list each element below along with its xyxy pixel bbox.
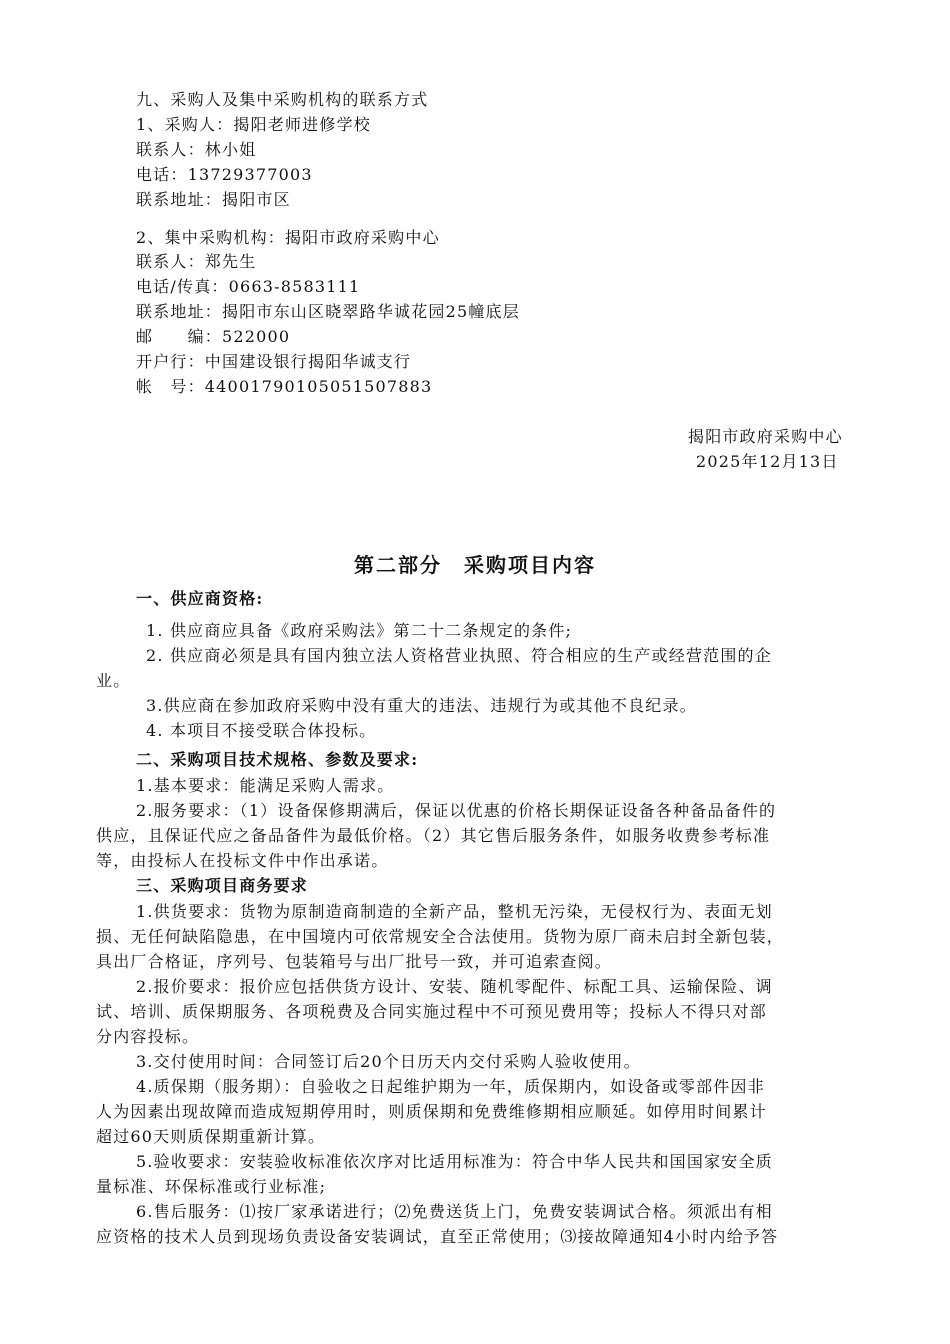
s3-item1-line1: 1.供货要求：货物为原制造商制造的全新产品，整机无污染，无侵权行为、表面无划 [136, 902, 773, 921]
part2-title: 第二部分 采购项目内容 [354, 553, 596, 577]
s2-item2-line3: 等，由投标人在投标文件中作出承诺。 [96, 851, 389, 870]
s3-item4-line2: 人为因素出现故障而造成短期停用时，则质保期和免费维修期相应顺延。如停用时间累计 [96, 1102, 767, 1121]
s1-item2-line2: 业。 [96, 671, 131, 690]
s1-item4: 4. 本项目不接受联合体投标。 [146, 721, 377, 740]
s3-item4-line1: 4.质保期（服务期）：自验收之日起维护期为一年，质保期内，如设备或零部件因非 [136, 1077, 765, 1096]
agency-contact-person: 联系人：郑先生 [136, 252, 257, 271]
agency-title: 2、集中采购机构：揭阳市政府采购中心 [136, 228, 440, 247]
s1-item2-line1: 2. 供应商必须是具有国内独立法人资格营业执照、符合相应的生产或经营范围的企 [146, 646, 772, 665]
s3-item1-line2: 损、无任何缺陷隐患，在中国境内可依常规安全合法使用。货物为原厂商未启封全新包装， [96, 927, 785, 946]
s3-item3: 3.交付使用时间：合同签订后20个日历天内交付采购人验收使用。 [136, 1052, 641, 1071]
agency-address: 联系地址：揭阳市东山区晓翠路华诚花园25幢底层 [136, 302, 520, 321]
s3-item2-line2: 试、培训、质保期服务、各项税费及合同实施过程中不可预见费用等；投标人不得只对部 [96, 1002, 767, 1021]
s2-item2-line2: 供应，且保证代应之备品备件为最低价格。（2）其它售后服务条件，如服务收费参考标准 [96, 826, 771, 845]
purchaser-title: 1、采购人：揭阳老师进修学校 [136, 115, 371, 134]
signature-org: 揭阳市政府采购中心 [688, 427, 843, 446]
purchaser-address: 联系地址：揭阳市区 [136, 190, 291, 209]
s3-item2-line1: 2.报价要求：报价应包括供货方设计、安装、随机零配件、标配工具、运输保险、调 [136, 977, 773, 996]
section3-heading: 三、采购项目商务要求 [136, 876, 309, 895]
agency-postcode: 邮 编：522000 [136, 327, 291, 346]
agency-account: 帐 号：44001790105051507883 [136, 377, 433, 396]
agency-phone-fax: 电话/传真：0663-8583111 [136, 277, 361, 296]
s1-item3: 3.供应商在参加政府采购中没有重大的违法、违规行为或其他不良纪录。 [146, 696, 697, 715]
purchaser-contact-person: 联系人：林小姐 [136, 140, 257, 159]
s3-item6-line1: 6.售后服务：⑴按厂家承诺进行；⑵免费送货上门，免费安装调试合格。须派出有相 [136, 1202, 773, 1221]
s3-item5-line2: 量标准、环保标准或行业标准; [96, 1177, 327, 1196]
s3-item2-line3: 分内容投标。 [96, 1027, 200, 1046]
section2-heading: 二、采购项目技术规格、参数及要求: [136, 750, 419, 769]
s3-item5-line1: 5.验收要求：安装验收标准依次序对比适用标准为：符合中华人民共和国国家安全质 [136, 1152, 773, 1171]
s2-item1: 1.基本要求：能满足采购人需求。 [136, 776, 395, 795]
contact-heading: 九、采购人及集中采购机构的联系方式 [136, 90, 429, 109]
s1-item1: 1. 供应商应具备《政府采购法》第二十二条规定的条件; [146, 621, 573, 640]
s3-item4-line3: 超过60天则质保期重新计算。 [96, 1127, 326, 1146]
purchaser-phone: 电话：13729377003 [136, 165, 313, 184]
s3-item6-line2: 应资格的技术人员到现场负责设备安装调试，直至正常使用；⑶接故障通知4小时内给予答 [96, 1227, 779, 1246]
section1-heading: 一、供应商资格: [136, 589, 264, 608]
agency-bank: 开户行：中国建设银行揭阳华诚支行 [136, 352, 412, 371]
signature-date: 2025年12月13日 [696, 452, 839, 471]
s2-item2-line1: 2.服务要求：（1）设备保修期满后，保证以优惠的价格长期保证设备各种备品备件的 [136, 801, 777, 820]
s3-item1-line3: 具出厂合格证，序列号、包装箱号与出厂批号一致，并可追索查阅。 [96, 952, 613, 971]
